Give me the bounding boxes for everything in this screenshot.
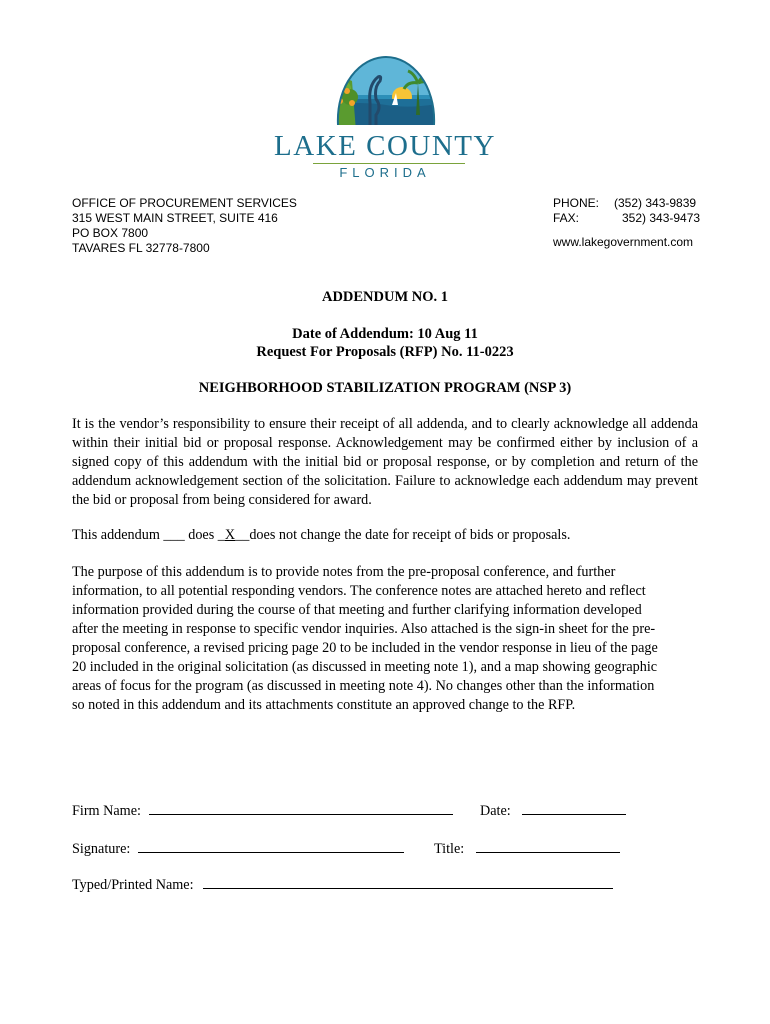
title-field[interactable] [476, 838, 620, 853]
purpose-line: information provided during the course of that meeting and further clarifying information developed [72, 602, 642, 618]
purpose-line: after the meeting in response to specific vendor inquiries. Also attached is the sign-in sheet for the pre- [72, 621, 656, 637]
typed-name-field[interactable] [203, 874, 613, 889]
fax-label: FAX: [553, 211, 580, 225]
date-change-text-start: This addendum ___ does _ [72, 527, 225, 543]
fax-number: 352) 343-9473 [622, 211, 701, 225]
brand-name: LAKE COUNTY [274, 130, 496, 162]
office-address-line: 315 WEST MAIN STREET, SUITE 416 [72, 211, 278, 225]
office-address-line: TAVARES FL 32778-7800 [72, 241, 210, 255]
purpose-line: so noted in this addendum and its attachments constitute an approved change to the RFP. [72, 697, 576, 713]
date-change-text-end: __does not change the date for receipt of bids or proposals. [235, 527, 571, 543]
phone-label: PHONE: [553, 196, 600, 210]
date-row [480, 800, 626, 820]
selected-option-mark: X [224, 527, 236, 543]
date-label: Date: [480, 803, 511, 819]
purpose-line: information, to all potential responding vendors. The conference notes are attached hereto and reflect [72, 583, 646, 599]
signature-field[interactable] [138, 838, 404, 853]
title-row [434, 838, 620, 858]
firm-name-row [72, 800, 453, 820]
brand-state: FLORIDA [339, 165, 431, 180]
purpose-paragraph [72, 563, 698, 715]
purpose-line: 20 included in the original solicitation (as discussed in meeting note 1), and a map showing geographic [72, 659, 658, 675]
rfp-number: Request For Proposals (RFP) No. 11-0223 [256, 344, 514, 360]
signature-row [72, 838, 404, 858]
fax-row [553, 211, 700, 226]
lake-county-seal-icon [330, 55, 442, 131]
purpose-line: proposal conference, a revised pricing page 20 to be included in the vendor response in lieu of the page [72, 640, 658, 656]
office-address-line: OFFICE OF PROCUREMENT SERVICES [72, 196, 297, 210]
office-address [72, 196, 297, 256]
purpose-line: areas of focus for the program (as discussed in meeting note 4). No changes other than the information [72, 678, 655, 694]
acknowledgement-paragraph: It is the vendor’s responsibility to ensure their receipt of all addenda, and to clearly acknowledge all addenda within their initial bid or proposal response. Acknowledgement may be confirmed either by inclusion of a signed copy of this addendum with the initial bid or proposal response, or by completion and return of the addendum acknowledgement section of the solicitation. Failure to acknowledge each addendum may prevent the bid or proposal from being considered for award. [72, 416, 698, 508]
purpose-line: The purpose of this addendum is to provide notes from the pre-proposal conference, and further [72, 564, 616, 580]
brand-divider [313, 163, 465, 164]
firm-name-field[interactable] [149, 800, 453, 815]
typed-name-label: Typed/Printed Name: [72, 877, 194, 893]
addendum-title: ADDENDUM NO. 1 [321, 289, 449, 305]
signature-label: Signature: [72, 841, 131, 857]
office-address-line: PO BOX 7800 [72, 226, 149, 240]
website-link[interactable]: www.lakegovernment.com [553, 235, 694, 249]
firm-name-label: Firm Name: [72, 803, 141, 819]
date-change-statement [72, 526, 698, 545]
program-title: NEIGHBORHOOD STABILIZATION PROGRAM (NSP 3) [198, 380, 572, 396]
title-label: Title: [434, 841, 465, 857]
contact-info [553, 196, 700, 250]
date-field[interactable] [522, 800, 626, 815]
phone-row [553, 196, 700, 211]
typed-name-row [72, 874, 613, 894]
phone-number: (352) 343-9839 [614, 196, 697, 210]
addendum-date: Date of Addendum: 10 Aug 11 [292, 326, 478, 342]
